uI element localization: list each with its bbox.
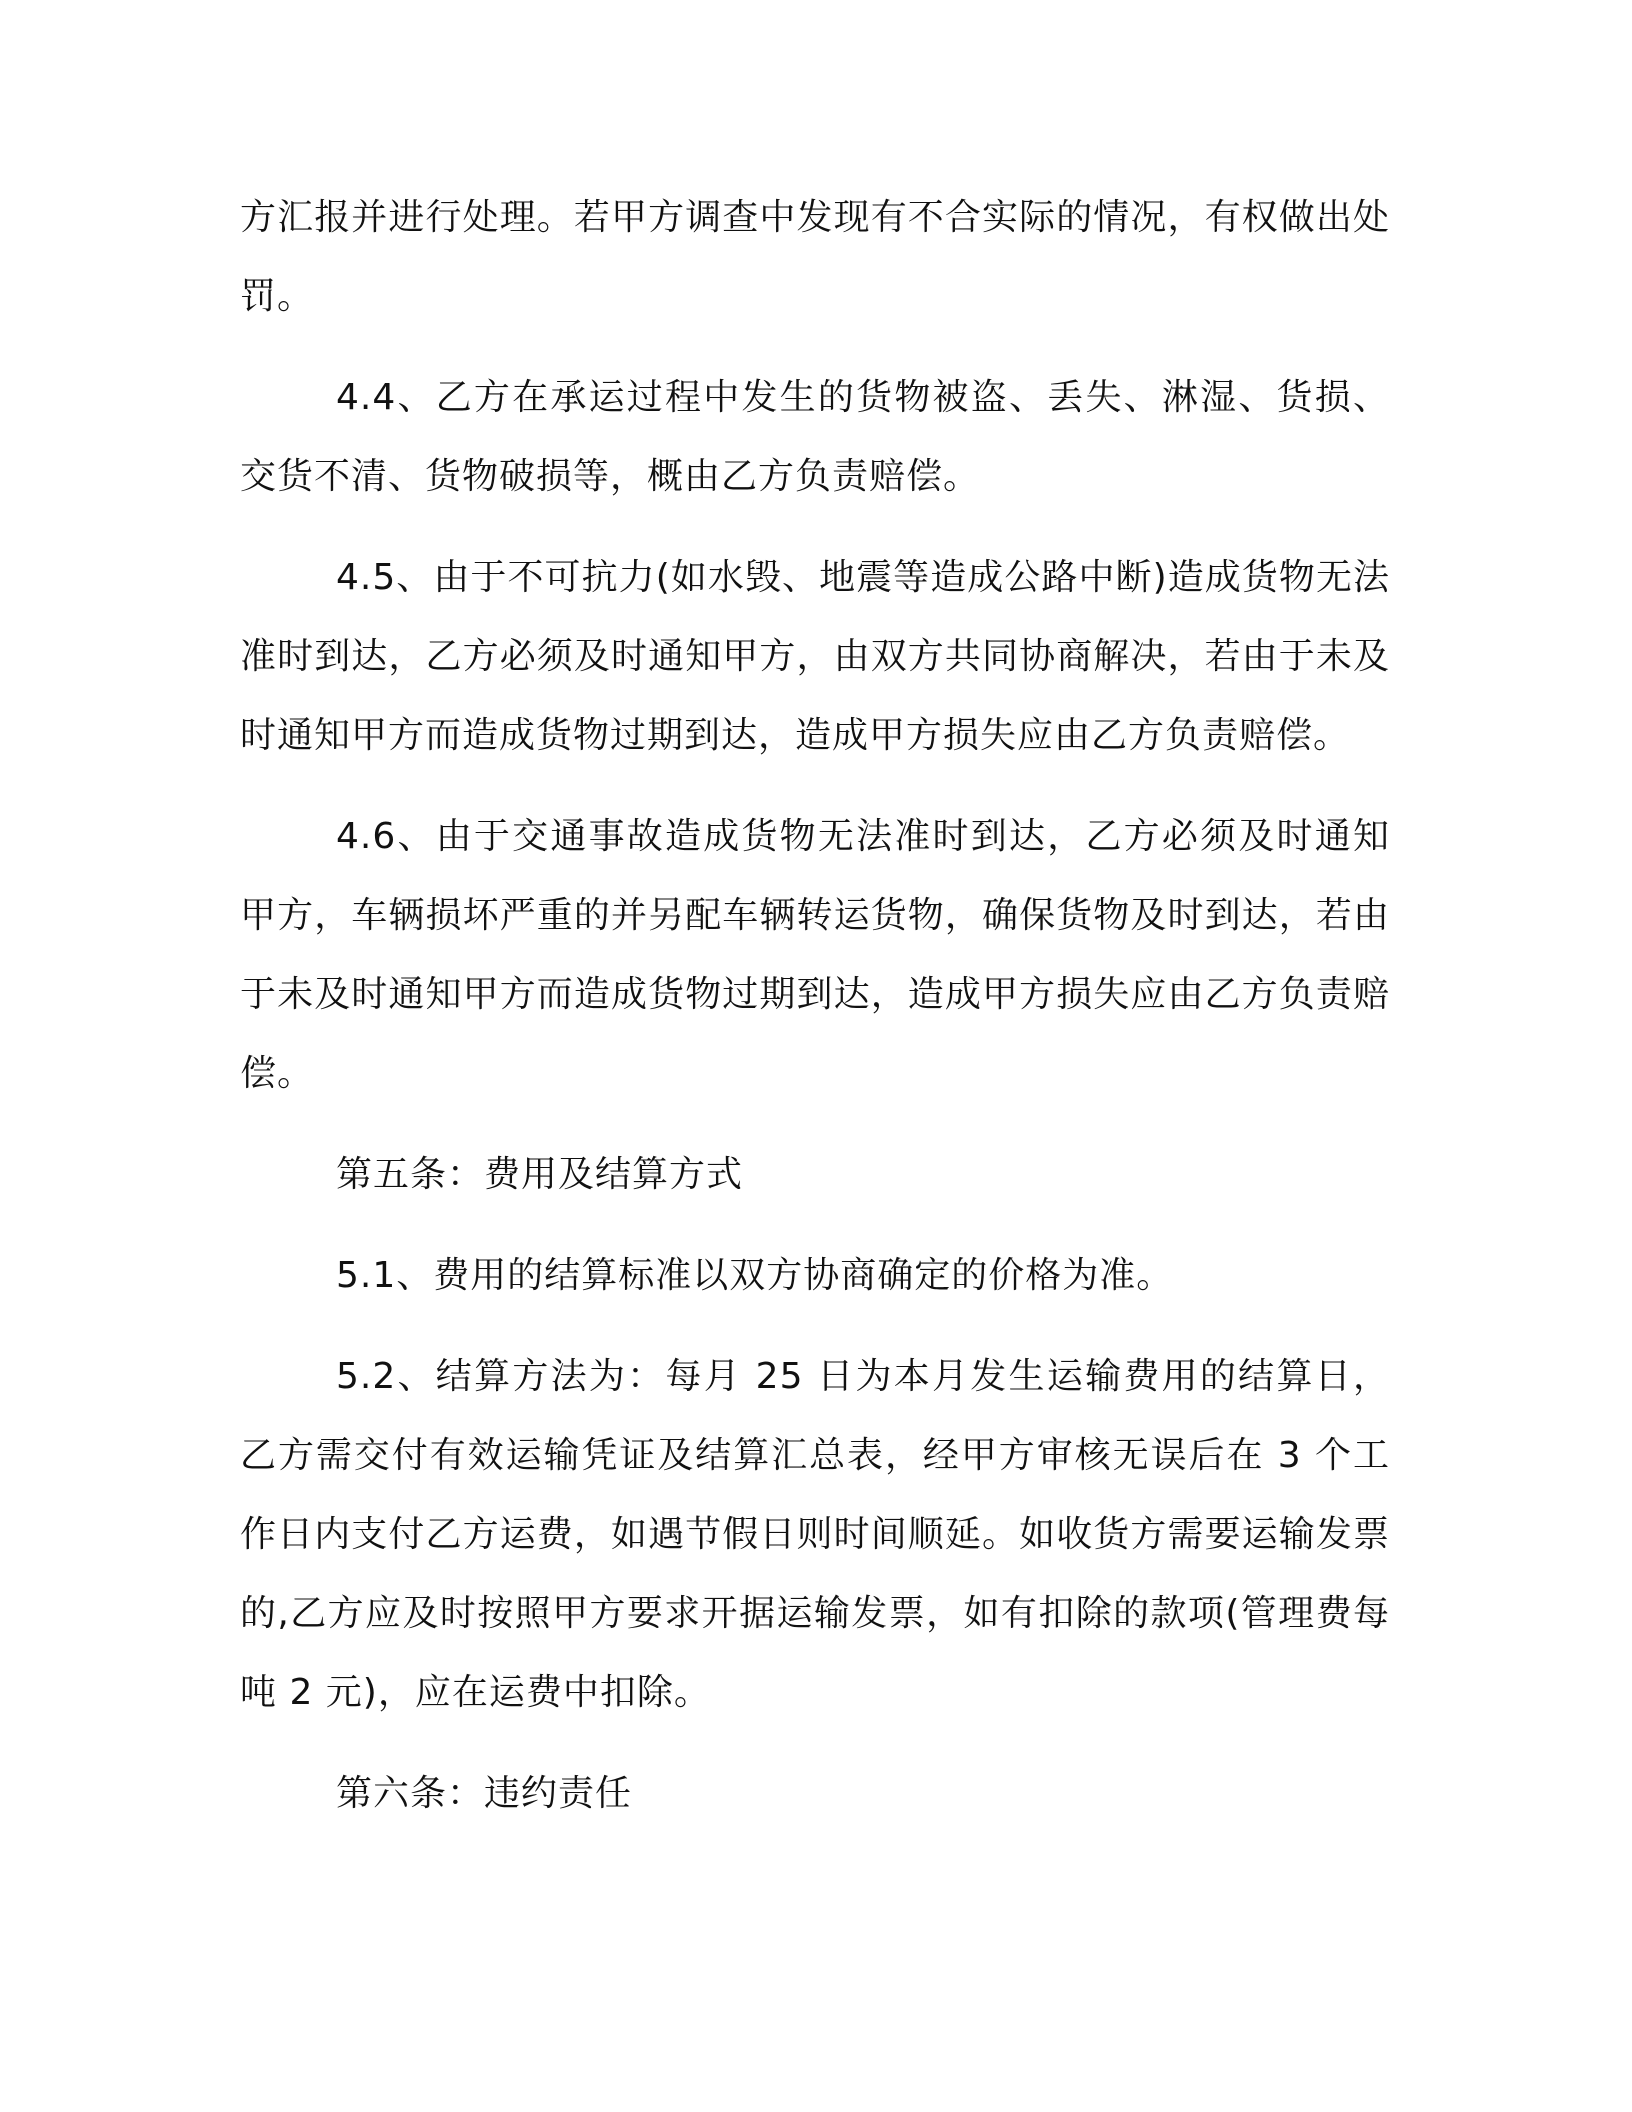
- clause-5-2: 5.2、结算方法为：每月 25 日为本月发生运输费用的结算日，乙方需交付有效运输凭证及结算汇总表，经甲方审核无误后在 3 个工作日内支付乙方运费，如遇节假日则时间顺延。如收货方需要运输发票的,乙方应及时按照甲方要求开据运输发票，如有扣除的款项(管理费每吨 2 元)，应在运费中扣除。: [240, 1356, 1390, 1713]
- article-5-heading: 第五条：费用及结算方式: [336, 1154, 744, 1195]
- document-body: [240, 178, 1390, 1855]
- clause-5-1: 5.1、费用的结算标准以双方协商确定的价格为准。: [336, 1255, 1174, 1296]
- paragraph-continuation: 方汇报并进行处理。若甲方调查中发现有不合实际的情况，有权做出处罚。: [240, 197, 1390, 317]
- clause-4-4: 4.4、乙方在承运过程中发生的货物被盗、丢失、淋湿、货损、交货不清、货物破损等，概由乙方负责赔偿。: [240, 377, 1390, 497]
- clause-4-5: 4.5、由于不可抗力(如水毁、地震等造成公路中断)造成货物无法准时到达，乙方必须及时通知甲方，由双方共同协商解决，若由于未及时通知甲方而造成货物过期到达，造成甲方损失应由乙方负责赔偿。: [240, 557, 1390, 756]
- clause-4-6: 4.6、由于交通事故造成货物无法准时到达，乙方必须及时通知甲方，车辆损坏严重的并另配车辆转运货物，确保货物及时到达，若由于未及时通知甲方而造成货物过期到达，造成甲方损失应由乙方负责赔偿。: [240, 816, 1390, 1094]
- article-6-heading: 第六条：违约责任: [336, 1773, 633, 1814]
